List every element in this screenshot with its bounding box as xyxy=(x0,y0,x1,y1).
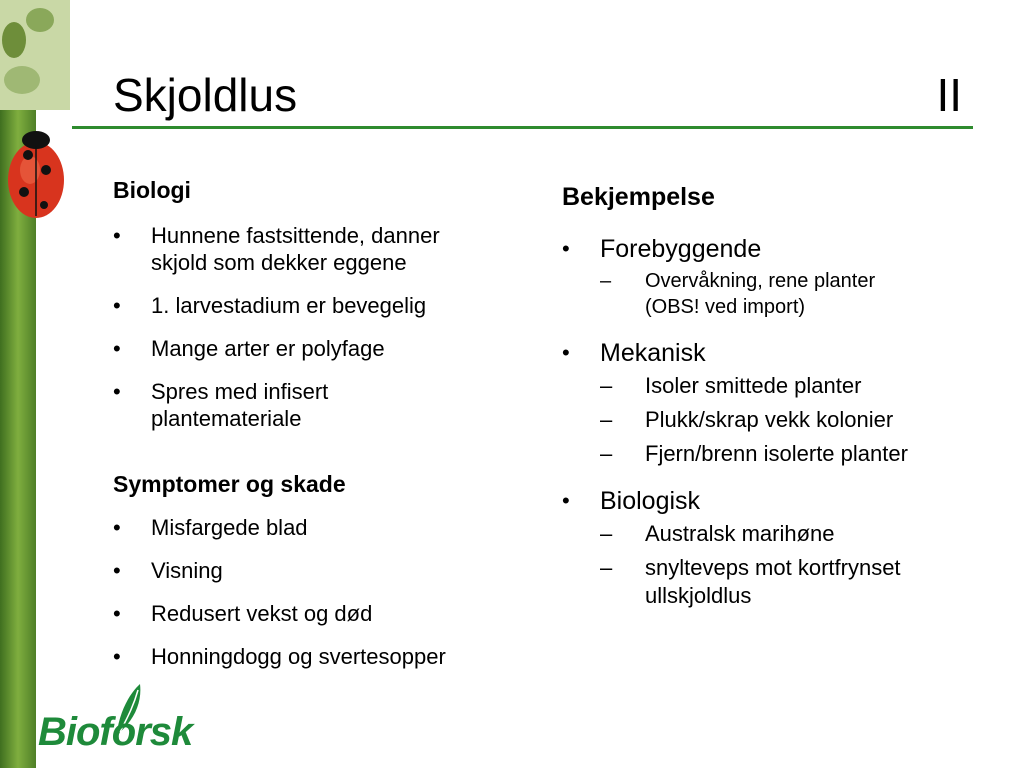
bullet-icon: • xyxy=(113,379,121,404)
dash-icon: – xyxy=(600,407,613,432)
bullet-icon: • xyxy=(113,223,121,248)
list-item: • Spres med infisert plantemateriale xyxy=(113,379,329,431)
dash-icon: – xyxy=(600,441,613,466)
list-item: • Hunnene fastsittende, danner skjold som dekker eggene xyxy=(113,223,440,275)
biology-heading: Biologi xyxy=(113,177,191,203)
dash-icon: – xyxy=(600,555,613,580)
bullet-icon: • xyxy=(562,236,570,261)
list-item: • Biologisk xyxy=(562,487,701,515)
sub-list-item: – Fjern/brenn isolerte planter xyxy=(600,441,908,466)
bullet-icon: • xyxy=(113,644,121,669)
dash-icon: – xyxy=(600,521,613,546)
list-item: • Honningdogg og svertesopper xyxy=(113,644,446,669)
sub-list-item: – snylteveps mot kortfrynset ullskjoldlus xyxy=(600,555,901,608)
list-item: • Mekanisk xyxy=(562,339,706,367)
dash-icon: – xyxy=(600,270,612,292)
sub-list-item: – Plukk/skrap vekk kolonier xyxy=(600,407,894,432)
bullet-icon: • xyxy=(113,336,121,361)
symptoms-heading: Symptomer og skade xyxy=(113,471,346,497)
list-item: • Misfargede blad xyxy=(113,515,308,540)
sub-list-item: – Isoler smittede planter xyxy=(600,373,862,398)
slide-number: II xyxy=(936,69,962,121)
sub-list-item: – Overvåkning, rene planter (OBS! ved import) xyxy=(600,270,876,318)
left-column xyxy=(113,176,513,670)
list-item: • Visning xyxy=(113,558,223,583)
bullet-icon: • xyxy=(562,488,570,513)
list-item: • Redusert vekst og død xyxy=(113,601,373,626)
list-item: • Forebyggende xyxy=(562,235,762,263)
plant-stem-decoration xyxy=(0,0,36,768)
bullet-icon: • xyxy=(562,340,570,365)
bullet-icon: • xyxy=(113,558,121,583)
title-underline xyxy=(72,126,973,129)
logo-wordmark xyxy=(38,710,192,755)
dash-icon: – xyxy=(600,373,613,398)
slide-title: Skjoldlus xyxy=(113,69,298,121)
control-heading: Bekjempelse xyxy=(562,183,715,211)
logo-text: Bioforsk xyxy=(38,710,193,754)
biology-list xyxy=(113,222,513,432)
bullet-icon: • xyxy=(113,515,121,540)
control-list xyxy=(562,234,982,610)
bioforsk-logo xyxy=(38,680,198,760)
sub-list-item: – Australsk marihøne xyxy=(600,521,835,546)
bullet-icon: • xyxy=(113,601,121,626)
list-item: • Mange arter er polyfage xyxy=(113,336,385,361)
symptoms-list xyxy=(113,514,513,670)
bullet-icon: • xyxy=(113,293,121,318)
right-column xyxy=(562,182,982,610)
ladybug-on-stem-icon xyxy=(0,0,70,768)
list-item: • 1. larvestadium er bevegelig xyxy=(113,293,427,318)
